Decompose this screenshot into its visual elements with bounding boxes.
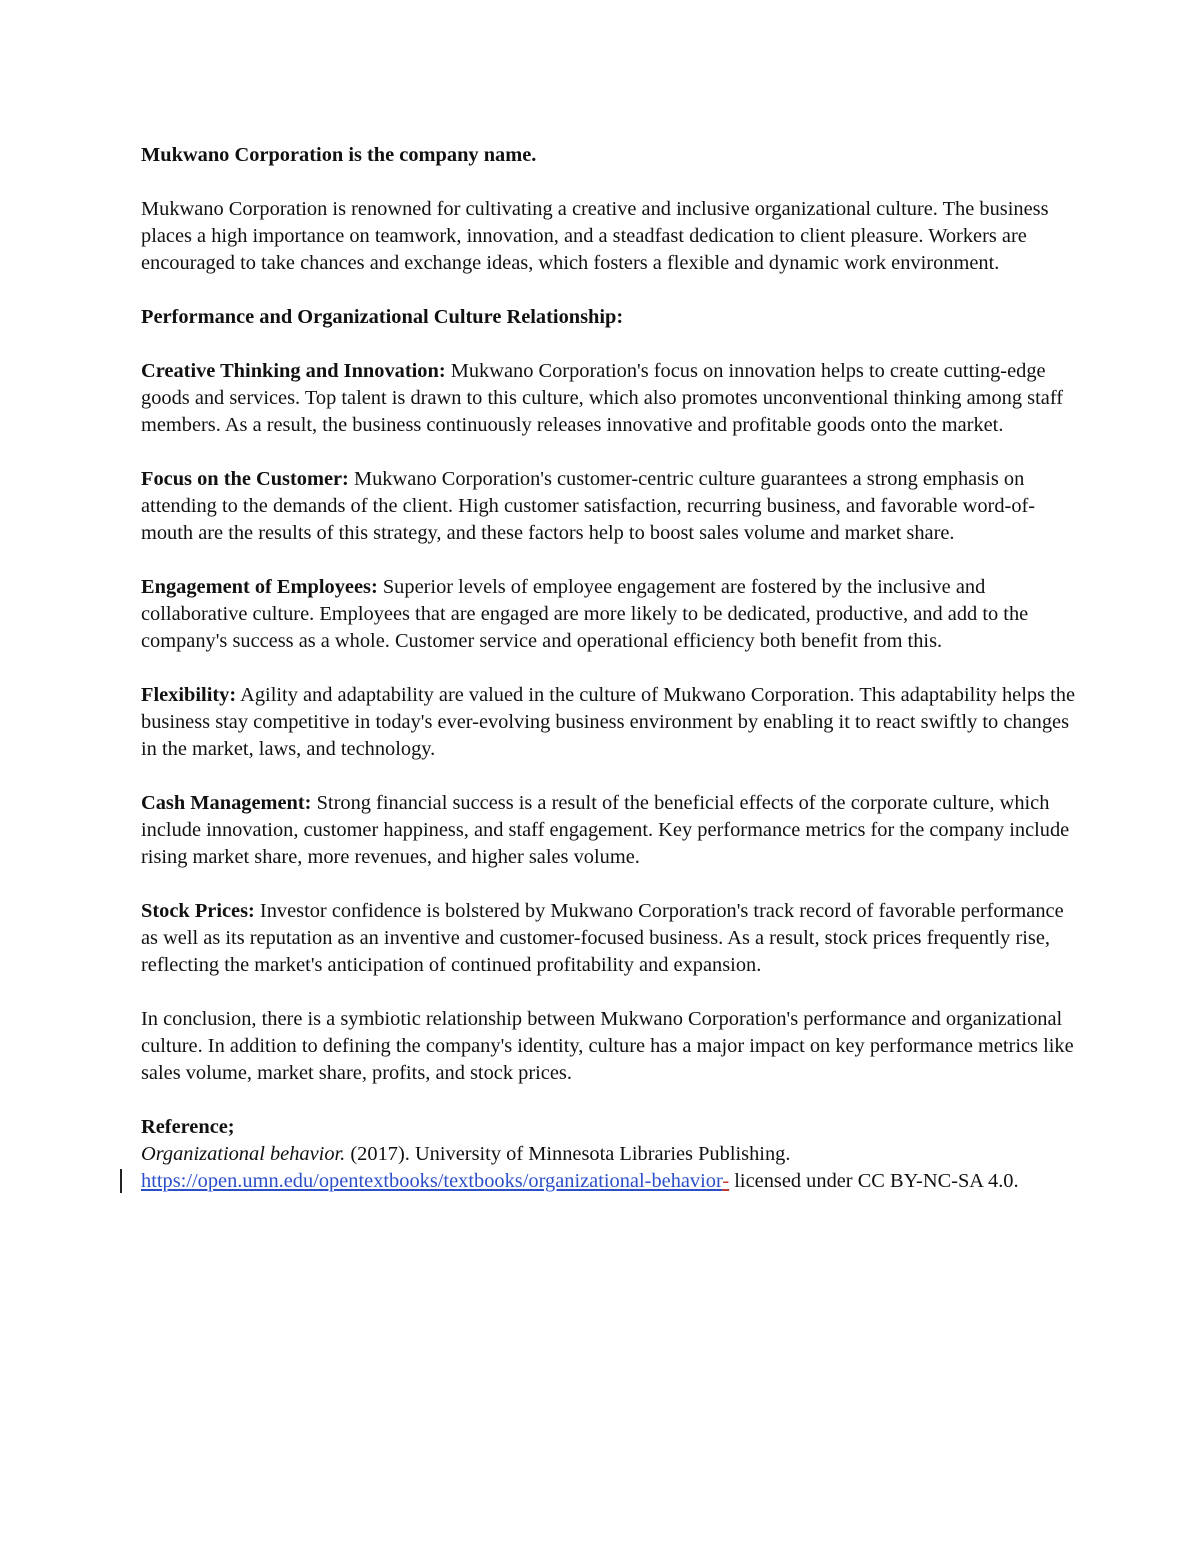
section-body-flexibility: Agility and adaptability are valued in the culture of Mukwano Corporation. This adaptability helps the business stay competitive in today's ever-evolving business environment by enabling it to react swiftly to changes in the market, laws, and technology. <box>141 684 1075 760</box>
reference-url-link[interactable]: https://open.umn.edu/opentextbooks/textbooks/organizational-behavior <box>141 1170 723 1192</box>
section-heading-stock-prices: Stock Prices: <box>141 900 255 922</box>
section-stock-prices <box>141 898 1076 979</box>
section-heading-customer-focus: Focus on the Customer: <box>141 468 349 490</box>
intro-paragraph: Mukwano Corporation is renowned for cultivating a creative and inclusive organizational culture. The business places a high importance on teamwork, innovation, and a steadfast dedication to client pleasure. Workers are encouraged to take chances and exchange ideas, which fosters a flexible and dynamic work environment. <box>141 198 1049 274</box>
section-employee-engagement <box>141 574 1076 655</box>
reference-publisher: University of Minnesota Libraries Publishing. <box>414 1143 791 1165</box>
reference-license: licensed under CC BY-NC-SA 4.0. <box>729 1170 1019 1192</box>
reference-year: (2017). <box>345 1143 415 1165</box>
section-body-customer-focus: Mukwano Corporation's customer-centric culture guarantees a strong emphasis on attending to the demands of the client. High customer satisfaction, recurring business, and favorable word-of-mouth are the results of this strategy, and these factors help to boost sales volume and market share. <box>141 468 1036 544</box>
section-body-stock-prices: Investor confidence is bolstered by Mukwano Corporation's track record of favorable performance as well as its reputation as an inventive and customer-focused business. As a result, stock prices frequently rise, reflecting the market's anticipation of continued profitability and expansion. <box>141 900 1064 976</box>
reference-entry <box>141 1141 1076 1195</box>
conclusion-paragraph: In conclusion, there is a symbiotic relationship between Mukwano Corporation's performance and organizational culture. In addition to defining the company's identity, culture has a major impact on key performance metrics like sales volume, market share, profits, and stock prices. <box>141 1008 1074 1084</box>
section-customer-focus <box>141 466 1076 547</box>
reference-heading: Reference; <box>141 1116 235 1138</box>
section-flexibility <box>141 682 1076 763</box>
change-bar-marker <box>120 1169 122 1193</box>
document-title: Mukwano Corporation is the company name. <box>141 144 537 166</box>
section-heading-cash-management: Cash Management: <box>141 792 312 814</box>
section-body-creative-thinking: Mukwano Corporation's focus on innovation helps to create cutting-edge goods and services. Top talent is drawn to this culture, which also promotes unconventional thinking among staff members. As a result, the business continuously releases innovative and profitable goods onto the market. <box>141 360 1064 436</box>
section-creative-thinking <box>141 358 1076 439</box>
section-heading-flexibility: Flexibility: <box>141 684 237 706</box>
reference-book-title: Organizational behavior. <box>141 1143 346 1165</box>
section-heading-creative-thinking: Creative Thinking and Innovation: <box>141 360 446 382</box>
document-page <box>141 142 1076 1195</box>
section-cash-management <box>141 790 1076 871</box>
section-body-employee-engagement: Superior levels of employee engagement are fostered by the inclusive and collaborative culture. Employees that are engaged are more likely to be dedicated, productive, and add to the company's success as a whole. Customer service and operational efficiency both benefit from this. <box>141 576 1029 652</box>
reference-dash: - <box>722 1170 730 1192</box>
section-heading-employee-engagement: Engagement of Employees: <box>141 576 378 598</box>
section-heading: Performance and Organizational Culture Relationship: <box>141 306 624 328</box>
section-body-cash-management: Strong financial success is a result of the beneficial effects of the corporate culture, which include innovation, customer happiness, and staff engagement. Key performance metrics for the company include rising market share, more revenues, and higher sales volume. <box>141 792 1070 868</box>
